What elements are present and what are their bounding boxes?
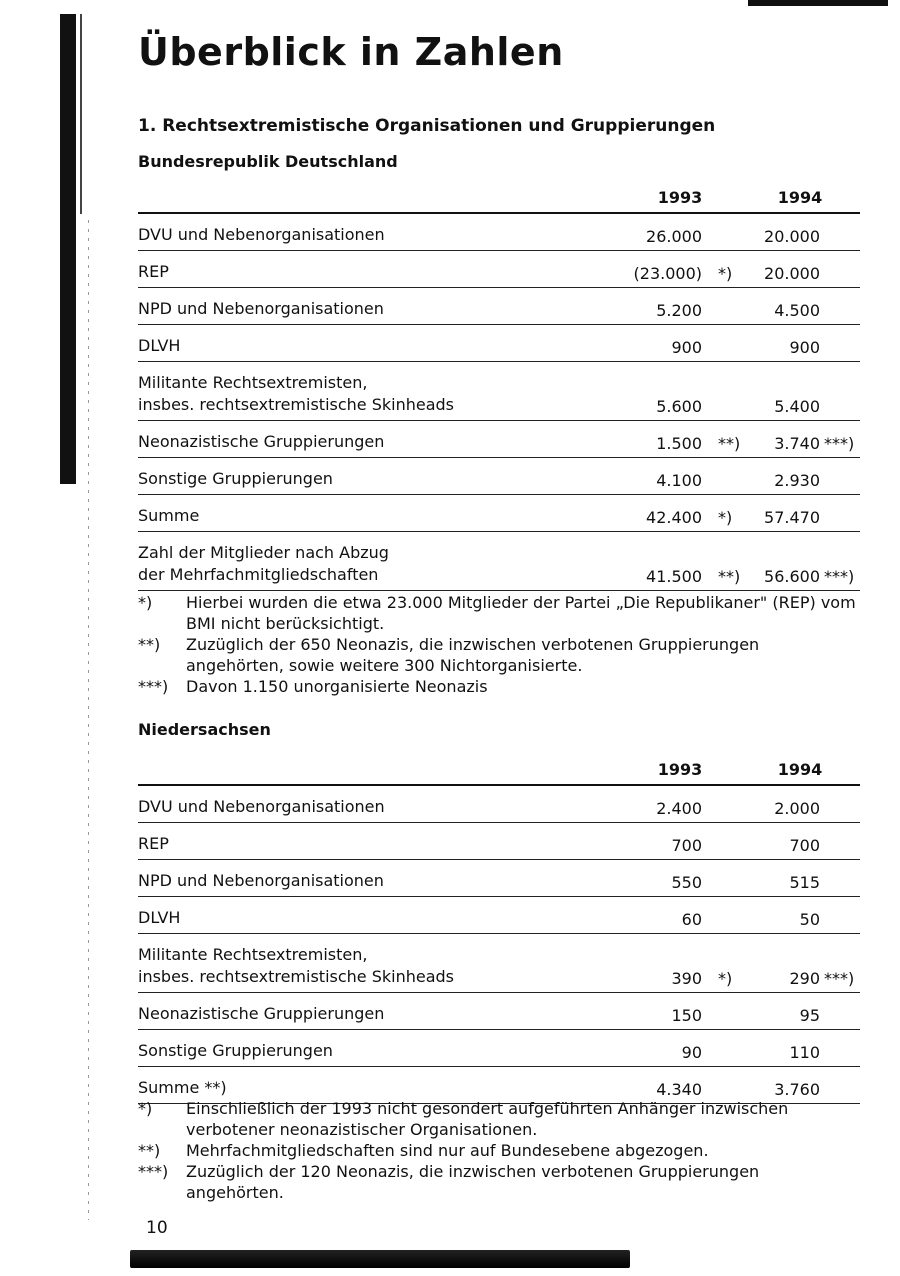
value-1993: 150 — [671, 1006, 702, 1025]
value-1994: 900 — [789, 338, 820, 357]
table-row — [138, 786, 860, 823]
table-lower-saxony — [138, 758, 860, 1104]
footnote-text: Einschließlich der 1993 nicht gesondert aufgeführten Anhänger inzwischen verbotener neonazistischer Organisationen. — [186, 1099, 789, 1139]
value-1994: 700 — [789, 836, 820, 855]
value-1993: 700 — [671, 836, 702, 855]
table-header — [138, 758, 860, 786]
value-1993: 5.200 — [656, 301, 702, 320]
page-number: 10 — [146, 1218, 168, 1238]
footnote-mark-1993: *) — [718, 264, 733, 283]
column-header-1994: 1994 — [777, 760, 823, 779]
value-1993: 41.500 — [646, 567, 702, 586]
column-header-1994: 1994 — [777, 188, 823, 207]
scan-top-bar — [748, 0, 888, 6]
row-label: Summe **) — [138, 1078, 227, 1097]
footnote-text: Hierbei wurden die etwa 23.000 Mitglieder der Partei „Die Republikaner" (REP) vom BMI nicht berücksichtigt. — [186, 593, 856, 633]
row-label: Sonstige Gruppierungen — [138, 1041, 333, 1060]
page-title: Überblick in Zahlen — [138, 30, 564, 74]
row-label: DLVH — [138, 336, 181, 355]
value-1993: 550 — [671, 873, 702, 892]
table-row — [138, 458, 860, 495]
footnote — [138, 676, 858, 697]
table-row — [138, 288, 860, 325]
row-label: REP — [138, 262, 169, 281]
row-label: NPD und Nebenorganisationen — [138, 299, 384, 318]
table-federal — [138, 186, 860, 591]
footnote — [138, 592, 858, 634]
table-subtitle-federal: Bundesrepublik Deutschland — [138, 152, 398, 171]
value-1993: 2.400 — [656, 799, 702, 818]
table-row — [138, 823, 860, 860]
value-1993: 4.100 — [656, 471, 702, 490]
table-row — [138, 251, 860, 288]
row-label: REP — [138, 834, 169, 853]
row-label: NPD und Nebenorganisationen — [138, 871, 384, 890]
value-1994: 2.000 — [774, 799, 820, 818]
footnote-marker: ***) — [138, 1162, 169, 1181]
value-1994: 56.600 — [764, 567, 820, 586]
scan-bottom-bar — [130, 1250, 630, 1268]
footnote-marker: *) — [138, 1099, 153, 1118]
footnote — [138, 1098, 858, 1140]
value-1993: 5.600 — [656, 397, 702, 416]
footnote-mark-1994: ***) — [824, 969, 855, 988]
footnote-mark-1993: *) — [718, 508, 733, 527]
value-1993: 900 — [671, 338, 702, 357]
row-label: DVU und Nebenorganisationen — [138, 225, 385, 244]
scan-edge-dots — [88, 220, 89, 1220]
row-label: Neonazistische Gruppierungen — [138, 432, 385, 451]
footnotes-lower-saxony — [138, 1098, 858, 1203]
table-row — [138, 214, 860, 251]
value-1994: 515 — [789, 873, 820, 892]
value-1993: 1.500 — [656, 434, 702, 453]
row-label: Summe — [138, 506, 200, 525]
row-label: Militante Rechtsextremisten, insbes. rechtsextremistische Skinheads — [138, 945, 454, 986]
row-label: Militante Rechtsextremisten, insbes. rechtsextremistische Skinheads — [138, 373, 454, 414]
footnote-mark-1993: **) — [718, 434, 741, 453]
table-row — [138, 325, 860, 362]
row-label: Sonstige Gruppierungen — [138, 469, 333, 488]
table-row — [138, 362, 860, 421]
row-label: DLVH — [138, 908, 181, 927]
footnote-text: Mehrfachmitgliedschaften sind nur auf Bundesebene abgezogen. — [186, 1141, 709, 1160]
row-label: Zahl der Mitglieder nach Abzug der Mehrfachmitgliedschaften — [138, 543, 389, 584]
footnote-text: Davon 1.150 unorganisierte Neonazis — [186, 677, 488, 696]
value-1993: (23.000) — [633, 264, 702, 283]
footnote-marker: *) — [138, 593, 153, 612]
table-header — [138, 186, 860, 214]
value-1994: 5.400 — [774, 397, 820, 416]
footnote — [138, 634, 858, 676]
value-1994: 3.740 — [774, 434, 820, 453]
value-1994: 20.000 — [764, 264, 820, 283]
footnote-text: Zuzüglich der 650 Neonazis, die inzwischen verbotenen Gruppierungen angehörten, sowie weitere 300 Nichtorganisierte. — [186, 635, 760, 675]
value-1993: 90 — [681, 1043, 702, 1062]
table-row — [138, 860, 860, 897]
value-1994: 2.930 — [774, 471, 820, 490]
footnote-mark-1994: ***) — [824, 434, 855, 453]
value-1994: 57.470 — [764, 508, 820, 527]
scan-edge-bar — [60, 14, 76, 484]
footnote — [138, 1140, 858, 1161]
footnote-mark-1993: *) — [718, 969, 733, 988]
section-title: 1. Rechtsextremistische Organisationen und Gruppierungen — [138, 116, 716, 136]
scan-edge-line — [80, 14, 82, 214]
table-row — [138, 897, 860, 934]
value-1994: 95 — [799, 1006, 820, 1025]
footnote-mark-1994: ***) — [824, 567, 855, 586]
footnotes-federal — [138, 592, 858, 697]
value-1994: 4.500 — [774, 301, 820, 320]
table-row — [138, 532, 860, 591]
footnote-text: Zuzüglich der 120 Neonazis, die inzwischen verbotenen Gruppierungen angehörten. — [186, 1162, 760, 1202]
table-row — [138, 421, 860, 458]
table-row — [138, 934, 860, 993]
footnote-mark-1993: **) — [718, 567, 741, 586]
footnote-marker: **) — [138, 635, 161, 654]
value-1993: 42.400 — [646, 508, 702, 527]
row-label: Neonazistische Gruppierungen — [138, 1004, 385, 1023]
value-1994: 3.760 — [774, 1080, 820, 1099]
table-row — [138, 1030, 860, 1067]
column-header-1993: 1993 — [657, 760, 703, 779]
value-1994: 110 — [789, 1043, 820, 1062]
value-1993: 390 — [671, 969, 702, 988]
footnote — [138, 1161, 858, 1203]
value-1993: 60 — [681, 910, 702, 929]
column-header-1993: 1993 — [657, 188, 703, 207]
table-subtitle-lower-saxony: Niedersachsen — [138, 720, 271, 739]
footnote-marker: ***) — [138, 677, 169, 696]
value-1993: 26.000 — [646, 227, 702, 246]
value-1993: 4.340 — [656, 1080, 702, 1099]
row-label: DVU und Nebenorganisationen — [138, 797, 385, 816]
value-1994: 290 — [789, 969, 820, 988]
table-row — [138, 993, 860, 1030]
footnote-marker: **) — [138, 1141, 161, 1160]
value-1994: 50 — [799, 910, 820, 929]
value-1994: 20.000 — [764, 227, 820, 246]
table-row — [138, 495, 860, 532]
